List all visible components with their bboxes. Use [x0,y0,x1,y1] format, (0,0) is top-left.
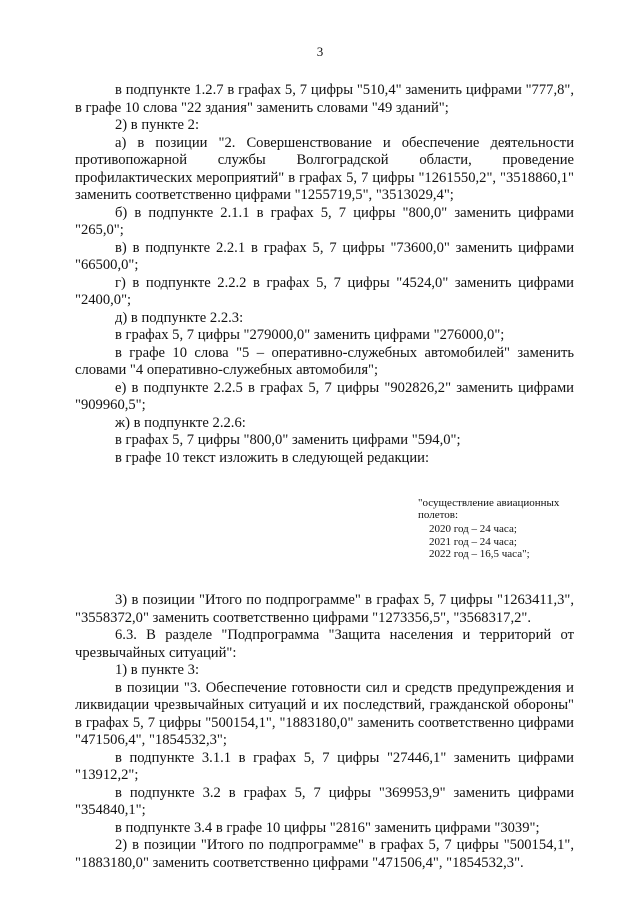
quote-list-item: 2022 год – 16,5 часа"; [429,547,530,560]
paragraph: 2) в позиции "Итого по подпрограмме" в графах 5, 7 цифры "500154,1", "1883180,0" заменить соответственно цифрами "471506,4", "1854532,3". [75,837,574,871]
paragraph: в) в подпункте 2.2.1 в графах 5, 7 цифры "73600,0" заменить цифрами "66500,0"; [75,239,574,273]
paragraph: г) в подпункте 2.2.2 в графах 5, 7 цифры "4524,0" заменить цифрами "2400,0"; [75,274,574,308]
quote-list-item: 2021 год – 24 часа; [429,535,517,548]
paragraph: в позиции "3. Обеспечение готовности сил и средств предупреждения и ликвидации чрезвычайных ситуаций и их последствий, гражданской обороны" в графах 5, 7 цифры "500154,1", "1883180,0" заменить соответственно цифрами "471506,4", "1854532,3"; [75,679,574,749]
paragraph: в подпункте 1.2.7 в графах 5, 7 цифры "510,4" заменить цифрами "777,8", в графе 10 слова "22 здания" заменить словами "49 зданий"; [75,82,574,116]
paragraph: в подпункте 3.2 в графах 5, 7 цифры "369953,9" заменить цифрами "354840,1"; [75,784,574,819]
quoted-replacement-text [418,497,578,560]
quote-list-item: 2020 год – 24 часа; [429,523,517,536]
paragraph: в подпункте 3.4 в графе 10 цифры "2816" заменить цифрами "3039"; [115,819,540,836]
paragraph: а) в позиции "2. Совершенствование и обеспечение деятельности противопожарной службы Волгоградской области, проведение профилактических мероприятий" в графах 5, 7 цифры "1261550,2", "3518860,1" заменить соответственно цифрами "1255719,5", "3513029,4"; [75,134,574,203]
quote-heading-line: полетов: [418,509,459,522]
paragraph: б) в подпункте 2.1.1 в графах 5, 7 цифры "800,0" заменить цифрами "265,0"; [75,204,574,238]
paragraph: в графе 10 текст изложить в следующей редакции: [115,449,430,466]
paragraph: д) в подпункте 2.2.3: [115,309,244,326]
page-number: 3 [316,44,324,59]
paragraph: в графах 5, 7 цифры "279000,0" заменить цифрами "276000,0"; [115,327,505,343]
paragraph: 6.3. В разделе "Подпрограмма "Защита населения и территорий от чрезвычайных ситуаций": [75,627,574,661]
paragraph: 3) в позиции "Итого по подпрограмме" в графах 5, 7 цифры "1263411,3", "3558372,0" заменить соответственно цифрами "1273356,5", "3568317,2". [75,592,574,626]
paragraph-group-after [75,592,574,872]
quote-heading-line: "осуществление авиационных [418,497,560,509]
paragraph: 2) в пункте 2: [115,117,200,133]
paragraph: в графе 10 слова "5 – оперативно-служебных автомобилей" заменить словами "4 оперативно-служебных автомобиля"; [75,344,574,378]
paragraph: е) в подпункте 2.2.5 в графах 5, 7 цифры "902826,2" заменить цифрами "909960,5"; [75,379,574,413]
paragraph: 1) в пункте 3: [115,662,200,679]
paragraph: в графах 5, 7 цифры "800,0" заменить цифрами "594,0"; [115,432,461,448]
document-body [75,82,574,872]
paragraph-group-before [75,82,574,467]
paragraph: в подпункте 3.1.1 в графах 5, 7 цифры "27446,1" заменить цифрами "13912,2"; [75,749,574,784]
paragraph: ж) в подпункте 2.2.6: [115,414,246,431]
